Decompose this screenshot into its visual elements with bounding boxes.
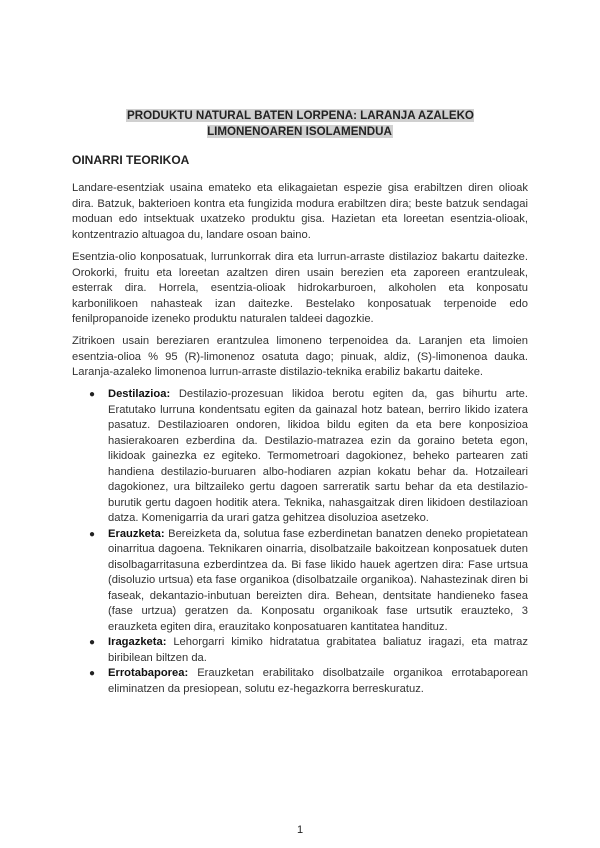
text-erauzketa: Bereizketa da, solutua fase ezberdinetan banatzen deneko propietatean oinarritua dagoena. Teknikaren oinarria, disolbatzaile bakoitzean konposatuek duten disolbagarritasuna ezberdintzea da. Bi fase likido hauek agertzen dira: Fase urtsua (disoluzio urtsua) eta fase organikoa (disolbatzaile organikoa). Nahastezinak diren bi faseak, dekantazio-inbutuan bereizten dira. Behean, dentsitate handieneko fasea (fase urtzua) geratzen da. Konposatu organikoak fase urtsutik erauzteko, 3 erauzketa egiten dira, erauzitako konposatuaren kantitatea handituz. — [108, 527, 528, 633]
bullet-icon: ● — [89, 637, 96, 648]
text-iragazketa: Lehorgarri kimiko hidratatua grabitatea baliatuz iragazi, eta matraz biribilean biltzen da. — [108, 636, 528, 664]
bullet-icon: ● — [89, 668, 96, 679]
paragraph-2: Esentzia-olio konposatuak, lurrunkorrak dira eta lurrun-arraste distilazioz bakartu daitezke. Orokorki, fruitu eta loreetan azaltzen diren usain berezien eta zaporeen erantzuleak, esterrak dira. Horrela, esentzia-olioak hidrokarburoen, alkoholen eta konposatu karbonilikoen nahasteak izan daitezke. Bestelako konposatuak terpenoide edo fenilpropanoide izeneko produktu naturalen taldeei dagozkie. — [72, 251, 528, 326]
technique-list — [72, 387, 528, 697]
term-erauzketa: Erauzketa: — [108, 527, 165, 540]
text-errotabaporea: Erauzketan erabilitako disolbatzaile organikoa errotabaporean eliminatzen da presiopean, solutu ez-hegazkorra berreskuratuz. — [108, 667, 528, 695]
page-number: 1 — [296, 824, 304, 836]
term-destilazioa: Destilazioa: — [108, 388, 171, 400]
paragraph-3: Zitrikoen usain bereziaren erantzulea limoneno terpenoidea da. Laranjen eta limoien esentzia-olioa % 95 (R)-limonenoz osatuta dago; pinuak, aldiz, (S)-limonenoa dauka. Laranja-azaleko limonenoa lurrun-arraste distilazio-teknika erabiliz bakartu daiteke. — [72, 335, 528, 379]
term-iragazketa: Iragazketa: — [108, 636, 167, 648]
bullet-icon: ● — [89, 389, 96, 400]
term-errotabaporea: Errotabaporea: — [108, 667, 189, 679]
bullet-icon: ● — [89, 528, 96, 540]
list-item-iragazketa — [72, 635, 528, 666]
title-text: PRODUKTU NATURAL BATEN LORPENA: LARANJA AZALEKO LIMONENOAREN ISOLAMENDUA — [127, 109, 474, 138]
list-item-destilazioa — [72, 387, 528, 527]
text-destilazioa: Destilazio-prozesuan likidoa berotu egiten da, gas bihurtu arte. Eratutako lurruna kondentsatu egiten da gainazal hotz batean, berriro likido izatera pasatuz. Destilazioaren ondoren, likidoa bildu egiten da eta bere konposizioa hasierakoaren ezberdina da. Destilazio-matrazea ezin da goraino beteta egon, likidoak gainezka ez egiteko. Termometroari dagokionez, beheko partearen zati handiena destilazio-buruaren albo-hodiaren azpian kokatu behar da. Hotzaileari dagokionez, ura biltzaileko gertu dagoen sarreratik sartu behar da eta destilazio-burutik gertu dagoen hoditik atera. Teknika, nahasgaitzak diren likidoen destilazioan datza. Komenigarria da urari gatza gehitzea disoluzioa asetzeko. — [108, 388, 529, 524]
list-item-erauzketa — [72, 527, 528, 636]
paragraph-1: Landare-esentziak usaina emateko eta elikagaietan espezie gisa erabiltzen diren olioak dira. Batzuk, bakterioen kontra eta fungizida modura erabiltzen dira; beste batzuk sendagai moduan edo intsektuak uxatzeko produktu gisa. Hazietan eta loreetan esentzia-olioak, kontzentrazio altuagoa du, landare osoan baino. — [72, 182, 528, 241]
document-title — [80, 108, 520, 140]
section-heading: OINARRI TEORIKOA — [72, 153, 190, 167]
list-item-errotabaporea — [72, 666, 528, 697]
